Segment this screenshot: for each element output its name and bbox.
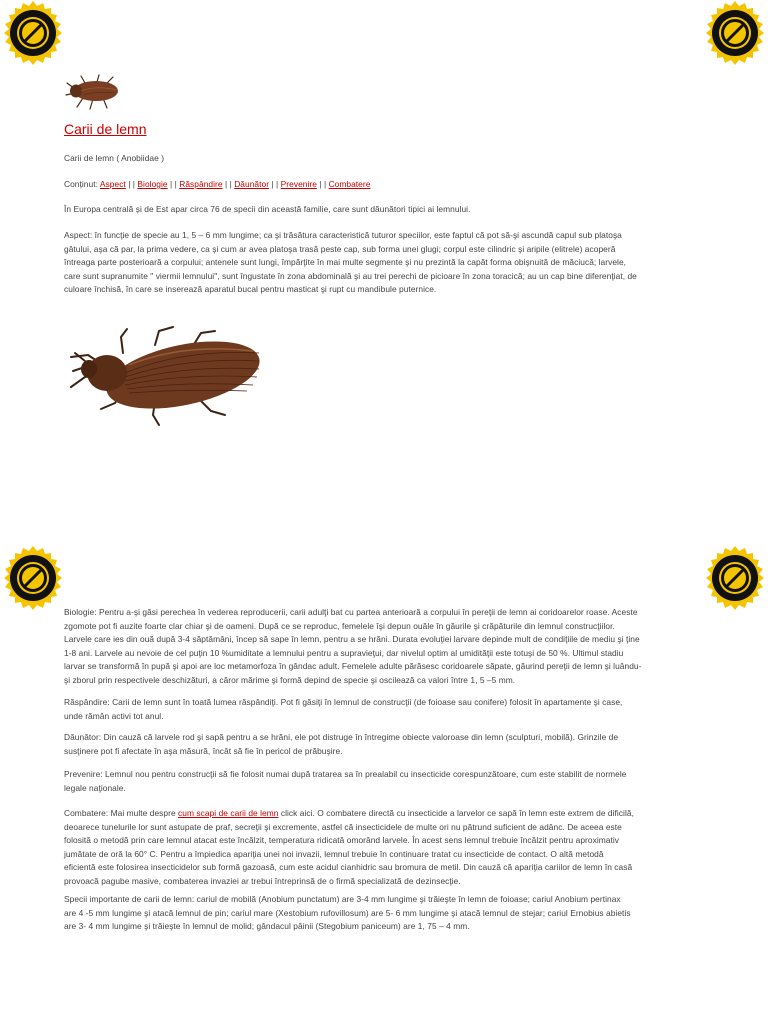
beetle-photo-image (63, 303, 273, 458)
seal-graphic (0, 0, 66, 66)
biologie-line: Biologie: Pentru a-şi găsi perechea în vederea reproducerii, carii adulţi bat cu partea anterioară a corpului în pereţii de lemn ai coridoarelor roase. Aceste (64, 607, 638, 617)
raspandire-line: Răspândire: Carii de lemn sunt în toată lumea răspândiţi. Pot fi găsiţi în lemnul de construcţii (de foioase sau conifere) folosit în apartamente şi case, (64, 697, 623, 707)
seal-graphic (702, 545, 768, 611)
intro-paragraph: În Europa centrală și de Est apar circa 76 de specii din această familie, care sunt dăunători tipici ai lemnului. (64, 204, 471, 214)
contents-separator: | | (128, 179, 136, 189)
prevenire-line: Prevenire: Lemnul nou pentru construcţii să fie folosit numai după tratarea sa în prealabil cu insecticide corespunzătoare, cum este stabilit de normele (64, 769, 627, 779)
contents-nav (64, 178, 708, 192)
aspect-line: gâtului, aşa că par, la prima vedere, ca şi cum ar avea platoşa trasă peste cap, sub forma unei glugi; corpul este cilindric şi aripile (elitrele) acoperă (64, 243, 616, 254)
pdf-xchange-seal-icon[interactable] (702, 545, 768, 611)
specii-paragraph (64, 893, 708, 934)
raspandire-paragraph (64, 696, 708, 723)
biologie-line: Larvele care ies din ouă după 3-4 săptămâni, încep să sape în lemn, pentru a se hrăni. Durata evoluţiei larvare depinde mult de condiţiile de mediu şi ţine (64, 634, 640, 644)
biologie-line: şi zborul prin respectivele deschizături, a căror mărime şi formă depind de specie şi oscilează ca valori între 1, 5 –5 mm. (64, 674, 516, 685)
contents-separator: | | (271, 179, 279, 189)
combatere-line: deoarece tunelurile lor sunt astupate de praf, secreţii şi excremente, astfel că insecticidele de multe ori nu pătrund suficient de adânc. De aceea este (64, 821, 622, 832)
contents-separator: | | (224, 179, 232, 189)
prevenire-line: legale naţionale. (64, 782, 126, 793)
specii-line: are 3- 4 mm lungime şi trăieşte în lemnul de molid; gândacul pâinii (Stegobium paniceum) are 1, 75 – 4 mm. (64, 921, 470, 931)
cum-scapi-de-carii-link[interactable]: cum scapi de carii de lemn (178, 808, 279, 818)
combatere-paragraph (64, 807, 708, 888)
pdf-xchange-seal-icon[interactable] (0, 0, 66, 66)
article-title-link[interactable]: Carii de lemn (64, 121, 147, 137)
prevenire-paragraph (64, 768, 708, 795)
aspect-line: care sunt supranumite " viermii lemnului", sunt îngustate în zona abdominală şi au trei perechi de picioare în zona toracică; au un cap bine diferenţiat, de (64, 270, 637, 281)
seal-graphic (0, 545, 66, 611)
contents-link-daunator[interactable]: Dăunător (234, 179, 270, 189)
contents-separator: | | (170, 179, 177, 189)
contents-link-prevenire[interactable]: Prevenire (280, 179, 317, 189)
specii-line: are 4 -5 mm lungime şi atacă lemnul de pin; cariul mare (Xestobium rufovillosum) are 5- 6 mm lungime şi atacă lemnul de stejar; cariul Ernobius abietis (64, 907, 631, 918)
contents-label: Conținut: (64, 179, 98, 189)
specii-line: Specii importante de carii de lemn: cariul de mobilă (Anobium punctatum) are 3-4 mm lungime şi trăieşte în lemn de foioase; cariul Anobium pertinax (64, 894, 621, 904)
article-subtitle: Carii de lemn ( Anobiidae ) (64, 153, 165, 163)
combatere-line: provoacă pagube masive, combaterea invaziei ar trebui întreprinsă de o firmă specializată de dezinsecţie. (64, 875, 461, 886)
biologie-line: 1-8 ani. Larvele au nevoie de cel puţin 10 %umiditate a lemnului pentru a supravieţui, dar nivelul optim al umidităţii este totuşi de 50 %. Ultimul stadiu (64, 647, 624, 658)
pdf-xchange-seal-icon[interactable] (702, 0, 768, 66)
aspect-paragraph (64, 229, 708, 297)
contents-link-raspandire[interactable]: Răspândire (179, 179, 223, 189)
aspect-line: Aspect: în funcţie de specie au 1, 5 – 6 mm lungime; ca şi trăsătura caracteristică tuturor speciilor, este faptul că pot să-şi ascundă capul sub platoşa (64, 230, 622, 240)
combatere-line: jumătate de oră la 60° C. Pentru a împiedica apariţia unei noi invazii, lemnul trebuie în continuare tratat cu insecticide de contact. O altă metodă (64, 848, 604, 859)
daunator-line: susţinere pot fi afectate în aşa măsură, încât să fie în pericol de prăbuşire. (64, 745, 343, 756)
combatere-line: eficientă este folosirea insecticidelor sub formă gazoasă, cum este acidul cianhidric sau bromura de metil. Din cauză că apariţia cariilor de lemn în casă (64, 862, 633, 872)
combatere-line (64, 807, 708, 821)
seal-graphic (702, 0, 768, 66)
aspect-line: întreaga parte posterioară a corpului; antenele sunt lungi, împărţite în mai multe segmente şi nu prezintă la capăt forma obişnuită de măciucă; larvele, (64, 257, 627, 267)
biologie-line: larvar se transformă în pupă şi apoi are loc metamorfoza în gândac adult. Femelele adulte părăsesc coridoarele săpate, găurind pereţii de lemn şi luându- (64, 661, 642, 671)
pdf-xchange-seal-icon[interactable] (0, 545, 66, 611)
contents-link-aspect[interactable]: Aspect (99, 179, 126, 189)
contents-link-biologie[interactable]: Biologie (137, 179, 168, 189)
combatere-suffix: click aici. O combatere directă cu insecticide a larvelor ce sapă în lemn este extrem de dificilă, (278, 808, 634, 818)
contents-link-combatere[interactable]: Combatere (328, 179, 371, 189)
raspandire-line: unde rămân activi tot anul. (64, 710, 164, 721)
beetle-thumbnail-image (63, 71, 121, 113)
combatere-line: folosită o metodă prin care lemnul atacat este încălzit, temperatura ridicată omorând larvele. În acest sens lemnul trebuie încălzit pentru aproximativ (64, 835, 619, 845)
biologie-paragraph (64, 606, 708, 687)
combatere-prefix: Combatere: Mai multe despre (64, 808, 179, 818)
contents-separator: | | (319, 179, 327, 189)
aspect-line: culoare închisă, în care se inserează aparatul bucal pentru masticat şi rupt cu mandibule puternice. (64, 284, 437, 294)
daunator-paragraph (64, 731, 708, 758)
daunator-line: Dăunător: Din cauză că larvele rod şi sapă pentru a se hrăni, ele pot distruge în întregime obiecte valoroase din lemn (sculpturi, mobilă). Grinzile de (64, 732, 619, 742)
biologie-line: zgomote pot fi auzite foarte clar chiar şi de oameni. După ce se reproduc, femelele îşi depun ouăle în găurile şi crăpăturile din lemnul construcţiilor. (64, 620, 615, 631)
